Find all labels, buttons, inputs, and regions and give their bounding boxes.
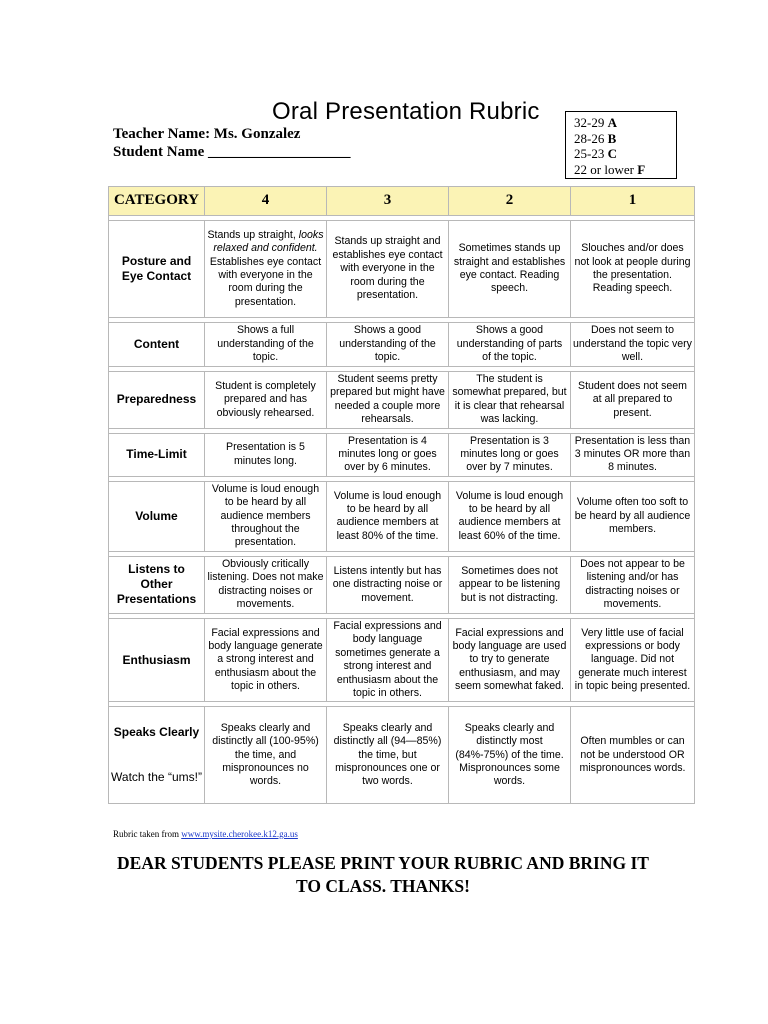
rubric-table (108, 186, 695, 804)
score-3-cell: Student seems pretty prepared but might have needed a couple more rehearsals. (327, 372, 449, 429)
grade-letter: B (607, 130, 617, 146)
cell-italic-text: looks relaxed and confident. (213, 228, 324, 255)
cell-text: Stands up straight, (207, 228, 299, 241)
category-label: Speaks Clearly (113, 725, 200, 740)
score-1-cell: Very little use of facial expressions or body language. Did not generate much interest in topic being presented. (571, 618, 695, 701)
table-row (109, 556, 695, 613)
score-1-cell: Does not seem to understand the topic very well. (571, 323, 695, 367)
grade-scale-row (574, 115, 676, 131)
category-note: Watch the “ums!” (111, 770, 202, 785)
score-1-cell: Presentation is less than 3 minutes OR more than 8 minutes. (571, 433, 695, 476)
score-4-cell: Obviously critically listening. Does not make distracting noises or movements. (205, 556, 327, 613)
table-row (109, 481, 695, 551)
header-score-2: 2 (449, 187, 571, 216)
grade-range: 32-29 (574, 115, 605, 130)
grade-letter: F (637, 161, 646, 177)
score-3-cell: Speaks clearly and distinctly all (94—85%) the time, but mispronounces one or two words. (327, 707, 449, 804)
score-2-cell: Volume is loud enough to be heard by all audience members at least 60% of the time. (449, 481, 571, 551)
category-cell: Posture and Eye Contact (109, 221, 205, 318)
score-3-cell: Facial expressions and body language sometimes generate a strong interest and enthusiasm about the topic in others. (327, 618, 449, 701)
header-score-4: 4 (205, 187, 327, 216)
grade-range: 25-23 (574, 146, 605, 161)
score-2-cell: Facial expressions and body language are used to try to generate enthusiasm, and may seem somewhat faked. (449, 618, 571, 701)
score-3-cell: Stands up straight and establishes eye contact with everyone in the room during the presentation. (327, 221, 449, 318)
score-1-cell: Student does not seem at all prepared to present. (571, 372, 695, 429)
student-name-line: Student Name ___________________ (113, 144, 351, 160)
table-row (109, 433, 695, 476)
source-prefix: Rubric taken from (113, 829, 182, 839)
grade-range: 28-26 (574, 130, 605, 146)
source-link[interactable]: www.mysite.cherokee.k12.ga.us (181, 829, 298, 839)
grade-scale-box (565, 111, 677, 179)
score-1-cell: Slouches and/or does not look at people during the presentation. Reading speech. (571, 221, 695, 318)
category-cell: Listens to Other Presentations (109, 556, 205, 613)
cell-text: Establishes eye contact with everyone in the room during the presentation. (209, 255, 322, 308)
header-score-1: 1 (571, 187, 695, 216)
table-row (109, 707, 695, 804)
grade-scale-row (574, 162, 676, 178)
score-2-cell: Speaks clearly and distinctly most (84%-75%) of the time. Mispronounces some words. (449, 707, 571, 804)
category-cell: Preparedness (109, 372, 205, 429)
source-note (113, 829, 298, 839)
category-cell: Volume (109, 481, 205, 551)
table-row (109, 618, 695, 701)
table-row (109, 323, 695, 367)
table-header-row (109, 187, 695, 216)
score-4-cell: Facial expressions and body language generate a strong interest and enthusiasm about the topic in others. (205, 618, 327, 701)
score-2-cell: The student is somewhat prepared, but it is clear that rehearsal was lacking. (449, 372, 571, 429)
score-4-cell (205, 221, 327, 318)
teacher-name-line: Teacher Name: Ms. Gonzalez (113, 126, 301, 142)
score-4-cell: Volume is loud enough to be heard by all audience members throughout the presentation. (205, 481, 327, 551)
score-3-cell: Shows a good understanding of the topic. (327, 323, 449, 367)
score-1-cell: Does not appear to be listening and/or has distracting noises or movements. (571, 556, 695, 613)
page-title: Oral Presentation Rubric (272, 98, 540, 125)
score-4-cell: Shows a full understanding of the topic. (205, 323, 327, 367)
score-2-cell: Sometimes does not appear to be listening but is not distracting. (449, 556, 571, 613)
score-2-cell: Shows a good understanding of parts of the topic. (449, 323, 571, 367)
score-3-cell: Listens intently but has one distracting noise or movement. (327, 556, 449, 613)
grade-letter: C (607, 146, 617, 161)
score-4-cell: Presentation is 5 minutes long. (205, 433, 327, 476)
score-4-cell: Speaks clearly and distinctly all (100-95%) the time, and mispronounces no words. (205, 707, 327, 804)
score-2-cell: Sometimes stands up straight and establishes eye contact. Reading speech. (449, 221, 571, 318)
closing-message: DEAR STUDENTS PLEASE PRINT YOUR RUBRIC AND BRING IT TO CLASS. THANKS! (117, 853, 649, 896)
score-4-cell: Student is completely prepared and has obviously rehearsed. (205, 372, 327, 429)
grade-range: 22 or lower (574, 161, 634, 177)
score-1-cell: Volume often too soft to be heard by all audience members. (571, 481, 695, 551)
header-category: CATEGORY (109, 187, 205, 216)
category-cell: Time-Limit (109, 433, 205, 476)
category-cell: Content (109, 323, 205, 367)
grade-scale-row (574, 146, 676, 162)
header-score-3: 3 (327, 187, 449, 216)
score-3-cell: Volume is loud enough to be heard by all audience members at least 80% of the time. (327, 481, 449, 551)
grade-letter: A (607, 115, 617, 130)
category-cell: Enthusiasm (109, 618, 205, 701)
score-3-cell: Presentation is 4 minutes long or goes over by 6 minutes. (327, 433, 449, 476)
category-cell (109, 707, 205, 804)
score-1-cell: Often mumbles or can not be understood OR mispronounces words. (571, 707, 695, 804)
score-2-cell: Presentation is 3 minutes long or goes over by 7 minutes. (449, 433, 571, 476)
table-row (109, 221, 695, 318)
table-row (109, 372, 695, 429)
grade-scale-row (574, 131, 676, 147)
